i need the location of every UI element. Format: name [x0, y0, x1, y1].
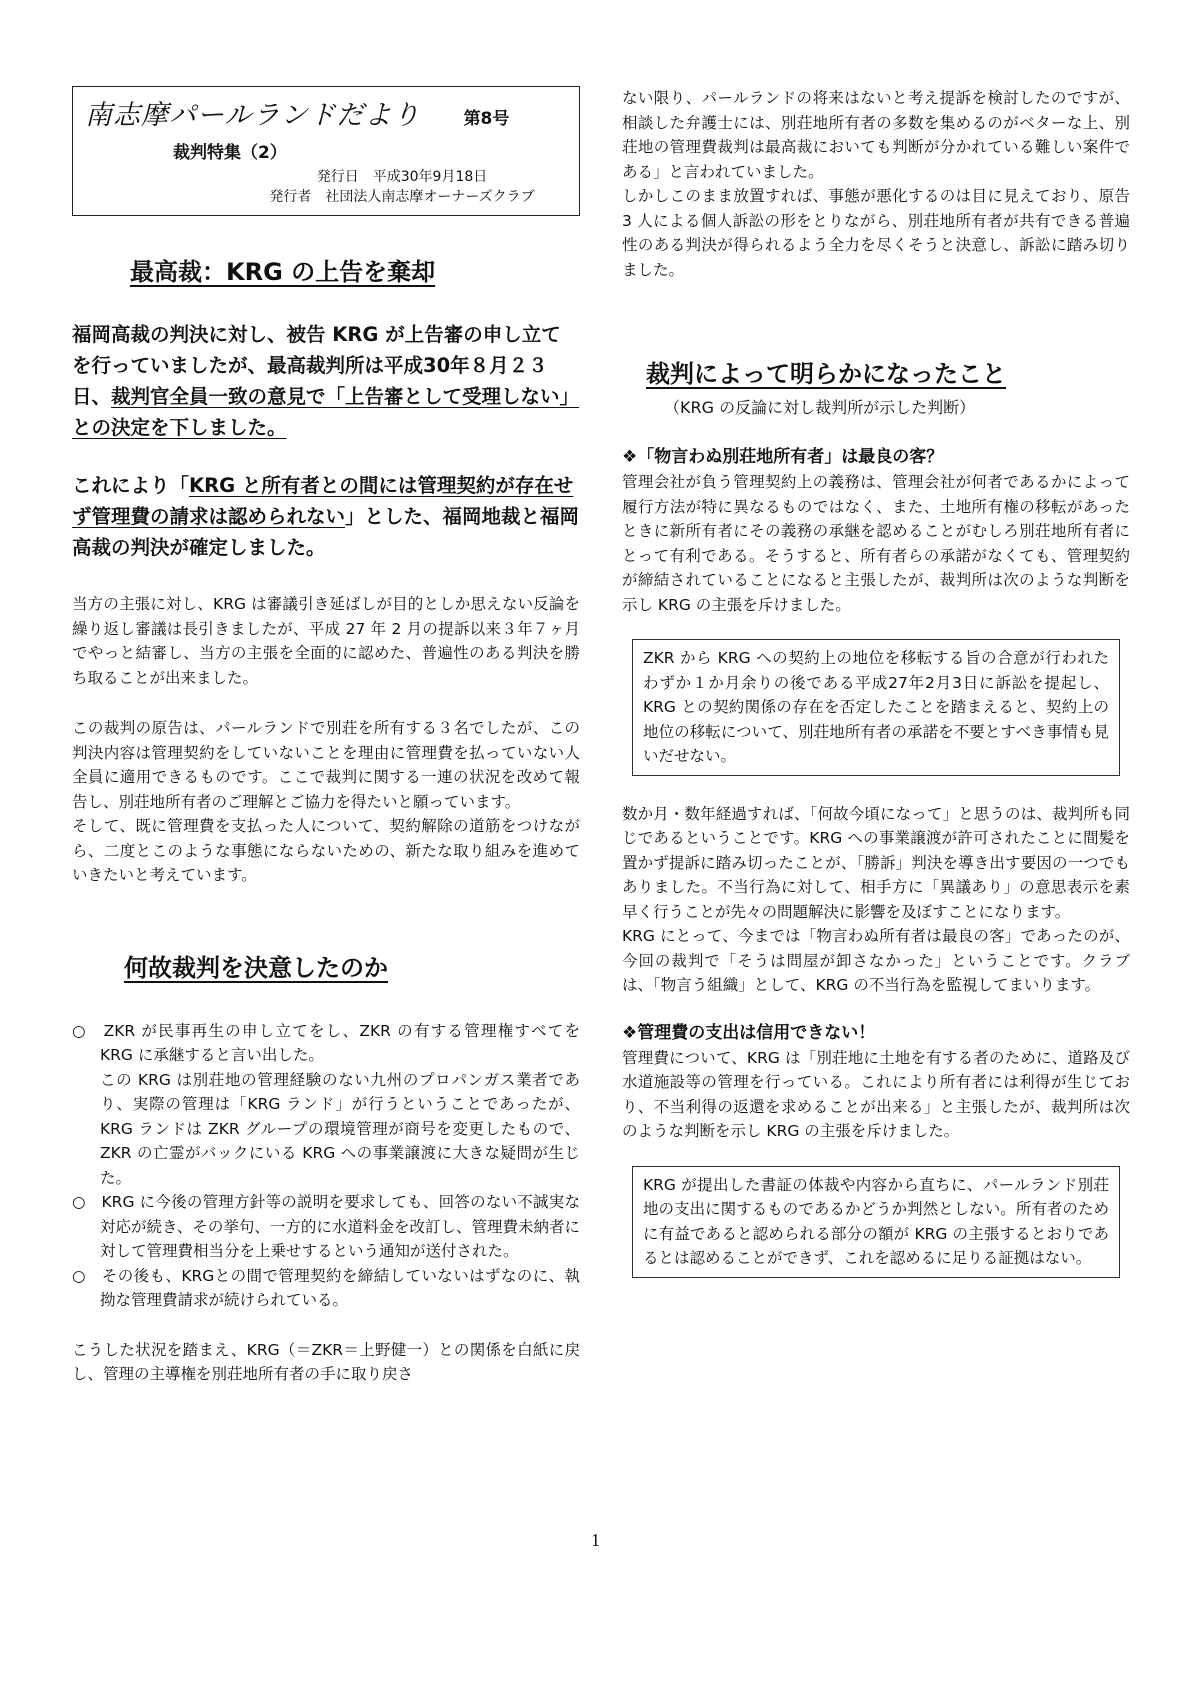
list-item — [72, 1190, 580, 1264]
list-item-text: その後も、KRGとの間で管理契約を締結していないはずなのに、執拗な管理費請求が続けられている。 — [100, 1266, 580, 1309]
masthead — [72, 86, 580, 216]
body-paragraph: この裁判の原告は、パールランドで別荘を所有する３名でしたが、この判決内容は管理契約をしていないことを理由に管理費を払っていない人全員に適用できるものです。ここで裁判に関する一連の状況を改めて報告し、別荘地所有者のご理解とご協力を得たいと願っています。 — [72, 719, 580, 811]
lead-paragraph-1 — [72, 319, 580, 443]
section-heading-why-lawsuit: 何故裁判を決意したのか — [124, 953, 388, 982]
list-item — [72, 1019, 580, 1191]
newsletter-title: 南志摩パールランドだより — [85, 100, 421, 131]
special-issue-title: 裁判特集（2） — [173, 143, 287, 163]
list-item — [72, 1264, 580, 1313]
section-subheading: （KRG の反論に対し裁判所が示した判断） — [664, 398, 976, 417]
section-heading-findings: 裁判によって明らかになったこと — [646, 360, 1006, 388]
lead-paragraph-2 — [72, 470, 580, 563]
issue-number: 第8号 — [463, 109, 510, 129]
list-item-text: KRG に今後の管理方針等の説明を要求しても、回答のない不誠実な対応が続き、その挙句、一方的に水道料金を改訂し、管理費未納者に対して管理費相当分を上乗せするという通知が送付された。 — [100, 1193, 580, 1260]
court-ruling-box: KRG が提出した書証の体裁や内容から直ちに、パールランド別荘地の支出に関するものであるかどうか判然としない。所有者のために有益であると認められる部分の額が KRG の主張するとおりであるとは認めることができず、これを認めるに足りる証拠はない。 — [632, 1166, 1120, 1278]
lead1-underlined-text: 裁判官全員一致の意見で「上告審として受理しない」との決定を下しました。 — [72, 385, 580, 439]
body-paragraph: こうした状況を踏まえ、KRG（＝ZKR＝上野健一）との関係を白紙に戻し、管理の主導権を別荘地所有者の手に取り戻さ — [72, 1340, 580, 1383]
body-paragraph: しかしこのまま放置すれば、事態が悪化するのは目に見えており、原告 3 人による個人訴訟の形をとりながら、別荘地所有者が共有できる普遍性のある判決が得られるよう全力を尽くそうと決意し、訴訟に踏み切りました。 — [622, 187, 1130, 279]
question-heading-silent-owners: ❖「物言わぬ別荘地所有者」は最良の客？ — [622, 447, 944, 467]
body-paragraph: 管理会社が負う管理契約上の義務は、管理会社が何者であるかによって履行方法が特に異なるものではなく、また、土地所有権の移転があったときに新所有者にその義務の承継を認めることがむしろ別荘地所有者にとって有利である。そうすると、所有者らの承諾がなくても、管理契約が締結されていることになると主張したが、裁判所は次のような判断を示し KRG の主張を斥けました。 — [622, 473, 1130, 614]
publish-date: 発行日 平成30年9月18日 — [316, 169, 488, 185]
court-ruling-box: ZKR から KRG への契約上の地位を移転する旨の合意が行われたわずか１か月余りの後である平成27年2月3日に訴訟を提起し、KRG との契約関係の存在を否定したことを踏まえると、契約上の地位の移転について、別荘地所有者の承諾を不要とすべき事情も見いだせない。 — [632, 639, 1120, 776]
left-column — [72, 86, 580, 1387]
body-paragraph: 当方の主張に対し、KRG は審議引き延ばしが目的としか思えない反論を繰り返し審議は長引きましたが、平成 27 年 2 月の提訴以来３年７ヶ月でやっと結審し、当方の主張を全面的に認めた、普遍性のある判決を勝ち取ることが出来ました。 — [72, 595, 580, 687]
bullet-circle-icon: ○ — [72, 1021, 87, 1040]
list-item-text: ZKR が民事再生の申し立てをし、ZKR の有する管理権すべてを KRG に承継すると言い出した。 — [100, 1021, 580, 1064]
bullet-circle-icon: ○ — [72, 1266, 86, 1285]
body-paragraph: 数か月・数年経過すれば、「何故今頃になって」と思うのは、裁判所も同じであるということです。KRG への事業譲渡が許可されたことに間髪を置かず提訴に踏み切ったことが、「勝訴」判決を導き出す要因の一つでもありました。不当行為に対して、相手方に「異議あり」の意思表示を素早く行うことが先々の問題解決に影響を及ぼすことになります。 — [622, 804, 1130, 921]
question-heading-management-fee: ❖管理費の支出は信用できない！ — [622, 1022, 876, 1043]
right-column — [622, 86, 1130, 1278]
body-paragraph: 管理費について、KRG は「別荘地に土地を有する者のために、道路及び水道施設等の管理を行っている。これにより所有者には利得が生じており、不当利得の返還を求めることが出来る」と主張したが、裁判所は次のような判断を示し KRG の主張を斥けました。 — [622, 1048, 1130, 1140]
body-paragraph: KRG にとって、今までは「物言わぬ所有者は最良の客」であったのが、今回の裁判で「そうは問屋が卸さなかった」ということです。クラブは、「物言う組織」として、KRG の不当行為を監視してまいります。 — [622, 927, 1130, 994]
lead2-text-start: これにより「 — [72, 474, 190, 497]
reasons-list — [72, 1019, 580, 1313]
bullet-circle-icon: ○ — [72, 1193, 86, 1211]
body-paragraph: そして、既に管理費を支払った人について、契約解除の道筋をつけながら、二度とこのような事態にならないための、新たな取り組みを進めていきたいと考えています。 — [72, 817, 580, 884]
lead1-text: 福岡高裁の判決に対し、被告 KRG が上告審の申し立てを行っていましたが、最高裁判所は平成30年８月２３日、 — [72, 323, 561, 408]
list-item-continuation: この KRG は別荘地の管理経験のない九州のプロパンガス業者であり、実際の管理は「KRG ランド」が行うということであったが、KRG ランドは ZKR グループの環境管理が商号を変更したもので、ZKR の亡霊がバックにいる KRG への事業譲渡に大きな疑問が生じた。 — [100, 1070, 580, 1187]
section-heading-supreme-court: 最高裁：KRG の上告を棄却 — [130, 258, 436, 286]
body-paragraph: ない限り、パールランドの将来はないと考え提訴を検討したのですが、相談した弁護士には、別荘地所有者の多数を集めるのがベターな上、別荘地の管理費裁判は最高裁においても判断が分かれている難しい案件である」と言われていました。 — [622, 89, 1130, 181]
page-number: 1 — [591, 1530, 600, 1550]
publisher: 発行者 社団法人南志摩オーナーズクラブ — [269, 189, 535, 205]
lead2-underlined-text: KRG と所有者との間には管理契約が存在せず管理費の請求は認められない — [72, 474, 574, 528]
lead2-text-end: 」とした、福岡地裁と福岡高裁の判決が確定しました。 — [72, 505, 580, 559]
